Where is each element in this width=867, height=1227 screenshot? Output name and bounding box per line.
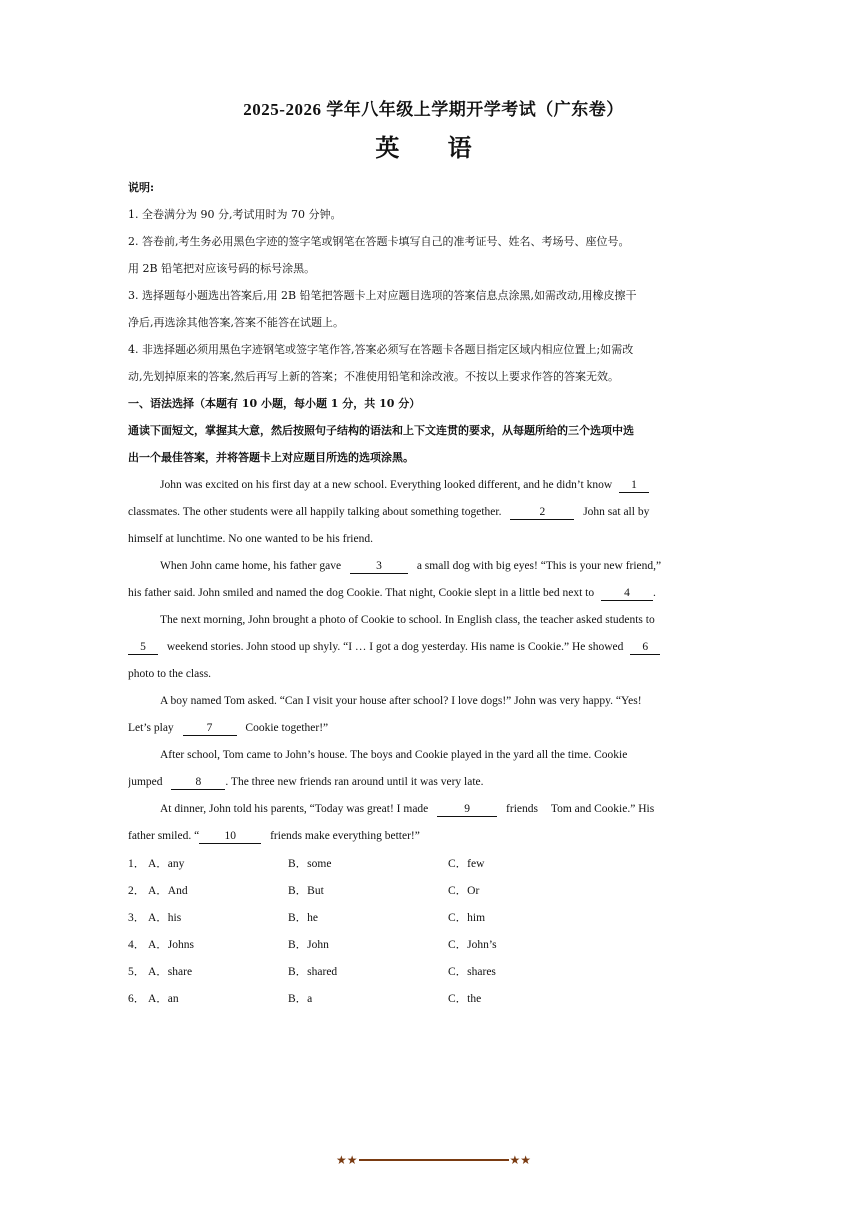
blank-10: 10 <box>199 829 261 844</box>
option-a[interactable]: A．an <box>148 993 179 1005</box>
footer-divider <box>359 1159 509 1161</box>
passage-text: father smiled. “ <box>128 830 200 842</box>
instruction-item-4-line-2: 动,先划掉原来的答案,然后再写上新的答案；不准使用铅笔和涂改液。不按以上要求作答的答案无效。 <box>128 370 619 383</box>
page-footer-ornament <box>0 1151 867 1169</box>
option-c[interactable]: C．Or <box>448 885 480 897</box>
option-b[interactable]: B．he <box>288 912 319 924</box>
option-row <box>128 851 688 878</box>
star-icon: ★★ <box>335 1153 358 1167</box>
option-row <box>128 986 688 1013</box>
star-icon: ★★ <box>509 1153 532 1167</box>
passage-line <box>128 769 688 796</box>
question-number: 5． <box>128 966 146 978</box>
passage-line: After school, Tom came to John’s house. The boys and Cookie played in the yard all the time. Cookie <box>160 749 628 761</box>
instructions-block <box>128 174 688 471</box>
passage-text: . The three new friends ran around until it was very late. <box>225 776 484 788</box>
option-a[interactable]: A．his <box>148 912 182 924</box>
option-a[interactable]: A．And <box>148 885 188 897</box>
blank-6: 6 <box>630 640 660 655</box>
instruction-item-4-line-1: 4. 非选择题必须用黑色字迹钢笔或签字笔作答,答案必须写在答题卡各题目指定区域内相应位置上;如需改 <box>128 343 634 356</box>
blank-8: 8 <box>171 775 225 790</box>
passage-text: his father said. John smiled and named the dog Cookie. That night, Cookie slept in a little bed next to <box>128 587 595 599</box>
option-b[interactable]: B．some <box>288 858 332 870</box>
subject-title: 英 语 <box>375 133 492 162</box>
passage-line: his father said. John smiled and named the dog Cookie. That night, Cookie slept in a little bed next to 4 . <box>128 587 656 599</box>
blank-4: 4 <box>601 586 653 601</box>
passage-line: himself at lunchtime. No one wanted to be his friend. <box>128 533 373 545</box>
question-number: 6． <box>128 993 146 1005</box>
passage-text: Let’s play <box>128 722 174 734</box>
option-c[interactable]: C．John’s <box>448 939 497 951</box>
section-direction-line-1: 通读下面短文，掌握其大意，然后按照句子结构的语法和上下文连贯的要求，从每题所给的三个选项中选 <box>128 424 634 437</box>
option-a[interactable]: A．any <box>148 858 185 870</box>
instruction-item-3-line-1: 3. 选择题每小题选出答案后,用 2B 铅笔把答题卡上对应题目选项的答案信息点涂黑,如需改动,用橡皮擦干 <box>128 289 637 302</box>
passage-text: friends <box>506 803 538 815</box>
exam-title: 2025-2026 学年八年级上学期开学考试（广东卷） <box>243 100 624 119</box>
passage-text: At dinner, John told his parents, “Today was great! I made <box>160 803 429 815</box>
blank-1: 1 <box>619 478 649 493</box>
passage-line <box>128 634 688 661</box>
passage-line: The next morning, John brought a photo of Cookie to school. In English class, the teacher asked students to <box>160 614 655 626</box>
blank-7: 7 <box>183 721 237 736</box>
options-list <box>128 851 688 1013</box>
instructions-heading: 说明: <box>128 181 155 194</box>
blank-9: 9 <box>437 802 497 817</box>
passage-line <box>128 553 688 580</box>
option-a[interactable]: A．share <box>148 966 193 978</box>
option-c[interactable]: C．the <box>448 993 482 1005</box>
passage <box>128 472 688 850</box>
question-number: 4． <box>128 939 146 951</box>
passage-text: Tom and Cookie.” His <box>550 803 655 815</box>
passage-text: When John came home, his father gave <box>160 560 342 572</box>
blank-3: 3 <box>350 559 408 574</box>
question-number: 2． <box>128 885 146 897</box>
passage-line <box>128 796 688 823</box>
blank-5: 5 <box>128 640 158 655</box>
blank-2: 2 <box>510 505 574 520</box>
passage-line <box>128 715 688 742</box>
option-row <box>128 878 688 905</box>
passage-text: weekend stories. John stood up shyly. “I … I got a dog yesterday. His name is Cookie.” He showed <box>166 641 624 653</box>
passage-text: a small dog with big eyes! “This is your new friend,” <box>416 560 662 572</box>
passage-line: A boy named Tom asked. “Can I visit your house after school? I love dogs!” John was very happy. “Yes! <box>160 695 642 707</box>
passage-text: Cookie together!” <box>245 722 329 734</box>
section-heading: 一、语法选择（本题有 10 小题，每小题 1 分，共 10 分） <box>128 397 421 410</box>
option-row <box>128 905 688 932</box>
passage-line: photo to the class. <box>128 668 212 680</box>
option-c[interactable]: C．him <box>448 912 486 924</box>
option-row <box>128 932 688 959</box>
option-a[interactable]: A．Johns <box>148 939 195 951</box>
option-b[interactable]: B．John <box>288 939 329 951</box>
section-direction-line-2: 出一个最佳答案，并将答题卡上对应题目所选的选项涂黑。 <box>128 451 414 464</box>
instruction-item-1: 1. 全卷满分为 90 分,考试用时为 70 分钟。 <box>128 208 342 221</box>
passage-line <box>128 499 688 526</box>
instruction-item-3-line-2: 净后,再选涂其他答案,答案不能答在试题上。 <box>128 316 344 329</box>
passage-line <box>128 472 688 499</box>
option-b[interactable]: B．But <box>288 885 324 897</box>
passage-text: John sat all by <box>583 506 650 518</box>
option-row <box>128 959 688 986</box>
passage-line <box>128 823 688 850</box>
instruction-item-2-line-1: 2. 答卷前,考生务必用黑色字迹的签字笔或钢笔在答题卡填写自己的准考证号、姓名、考场号、座位号。 <box>128 235 630 248</box>
option-b[interactable]: B．shared <box>288 966 338 978</box>
passage-text: classmates. The other students were all happily talking about something together. <box>128 506 502 518</box>
option-c[interactable]: C．shares <box>448 966 496 978</box>
passage-text: John was excited on his first day at a new school. Everything looked different, and he didn’t know <box>160 479 613 491</box>
passage-text: jumped <box>128 776 163 788</box>
instruction-item-2-line-2: 用 2B 铅笔把对应该号码的标号涂黑。 <box>128 262 316 275</box>
question-number: 1． <box>128 858 146 870</box>
option-c[interactable]: C．few <box>448 858 485 870</box>
option-b[interactable]: B．a <box>288 993 313 1005</box>
passage-text: friends make everything better!” <box>270 830 420 842</box>
question-number: 3． <box>128 912 146 924</box>
